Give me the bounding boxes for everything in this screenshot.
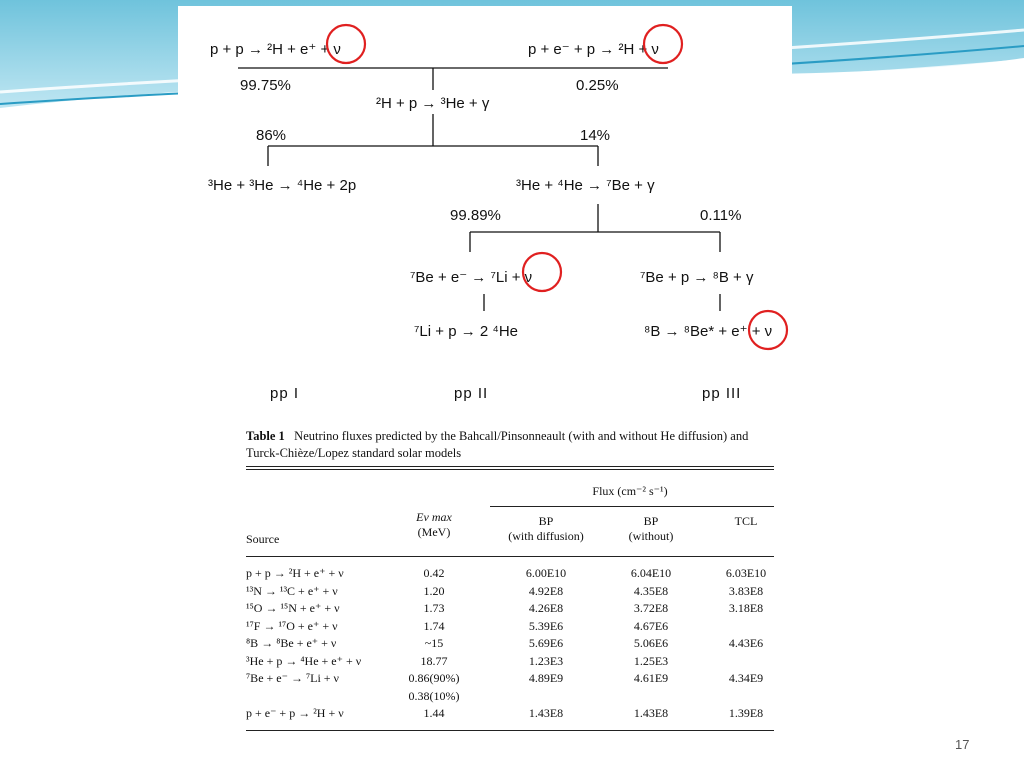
reaction-he3-he3: ³He + ³He → ⁴He + 2p <box>208 177 357 194</box>
reaction-deuterium-capture: ²H + p → ³He + γ <box>376 95 490 112</box>
flux-header: Flux (cm⁻² s⁻¹) <box>592 484 668 498</box>
table-row <box>246 584 776 601</box>
bp-diffusion-cell: 5.39E6 <box>528 618 564 633</box>
bp-without-cell: 6.04E10 <box>630 566 672 580</box>
bp-without-cell: 1.25E3 <box>633 653 669 668</box>
source-cell: p + e⁻ + p → ²H + ν <box>246 706 344 720</box>
neutrino-flux-table <box>240 426 780 738</box>
energy-cell: 18.77 <box>420 653 448 668</box>
table-row <box>246 566 776 583</box>
column-header-tcl: TCL <box>734 514 758 528</box>
tcl-cell: 3.83E8 <box>728 583 764 598</box>
reaction-pep: p + e⁻ + p → ²H + ν <box>528 41 659 58</box>
source-cell: ⁷Be + e⁻ → ⁷Li + ν <box>246 671 339 685</box>
energy-cell: 0.38(10%) <box>408 688 460 703</box>
energy-cell: 1.20 <box>423 583 445 598</box>
source-cell: ⁸B → ⁸Be + e⁺ + ν <box>246 636 337 650</box>
table-row <box>246 619 776 636</box>
column-header-energy-unit: (MeV) <box>417 525 451 539</box>
reaction-be7-proton: ⁷Be + p → ⁸B + γ <box>640 269 754 286</box>
reaction-li7-proton: ⁷Li + p → 2 ⁴He <box>414 323 519 340</box>
reaction-pp: p + p → ²H + e⁺ + ν <box>210 41 341 58</box>
table-top-rule <box>246 466 774 467</box>
branch-ratio-14: 14% <box>580 127 611 144</box>
source-cell: ¹⁷F → ¹⁷O + e⁺ + ν <box>246 618 338 633</box>
bp-without-cell: 4.61E9 <box>633 671 669 685</box>
column-header-bp1-label: BP <box>538 514 554 528</box>
chain-label-pp2: pp II <box>454 385 489 402</box>
pp-chain-diagram <box>178 6 792 426</box>
table-row <box>246 689 776 706</box>
reaction-be7-electron-capture: ⁷Be + e⁻ → ⁷Li + ν <box>410 269 533 286</box>
reaction-b8-decay: ⁸B → ⁸Be* + e⁺ + ν <box>644 323 773 340</box>
column-header-bp-diffusion <box>496 514 596 544</box>
energy-cell: 1.74 <box>423 618 445 633</box>
branch-ratio-86: 86% <box>256 127 287 144</box>
energy-cell: 1.44 <box>423 706 445 720</box>
bp-diffusion-cell: 1.43E8 <box>528 706 564 720</box>
table-top-rule-2 <box>246 469 774 470</box>
energy-cell: 1.73 <box>423 601 445 615</box>
table-caption <box>246 428 776 462</box>
bp-diffusion-cell: 5.69E6 <box>528 636 564 650</box>
column-header-bp2-label: BP <box>643 514 659 528</box>
branch-ratio-9989: 99.89% <box>450 207 501 224</box>
bp-without-cell: 3.72E8 <box>633 601 669 615</box>
source-cell: ¹⁵O → ¹⁵N + e⁺ + ν <box>246 601 340 615</box>
column-header-bp-without <box>606 514 696 544</box>
source-cell: p + p → ²H + e⁺ + ν <box>246 566 344 580</box>
reaction-he3-he4: ³He + ⁴He → ⁷Be + γ <box>516 177 655 194</box>
bp-diffusion-cell: 4.92E8 <box>528 583 564 598</box>
branch-ratio-pep: 0.25% <box>576 77 619 94</box>
bp-without-cell: 1.43E8 <box>633 706 669 720</box>
table-row <box>246 654 776 671</box>
chain-label-pp3: pp III <box>702 385 742 402</box>
column-header-energy <box>404 510 464 540</box>
energy-cell: 0.42 <box>423 566 445 580</box>
bp-without-cell: 5.06E6 <box>633 636 669 650</box>
table-caption-text: Neutrino fluxes predicted by the Bahcall/Pinsonneault (with and without He diffusion) and Turck-Chièze/Lopez standard solar models <box>246 429 749 460</box>
table-row <box>246 671 776 688</box>
table-header-rule <box>246 556 774 557</box>
tcl-cell: 1.39E8 <box>728 706 764 720</box>
table-row <box>246 636 776 653</box>
chain-label-pp1: pp I <box>270 385 300 402</box>
table-bottom-rule <box>246 730 774 731</box>
column-header-bp1-sub: (with diffusion) <box>508 529 584 543</box>
column-header-bp2-sub: (without) <box>628 529 674 543</box>
source-cell: ³He + p → ⁴He + e⁺ + ν <box>246 653 362 668</box>
energy-cell: ~15 <box>424 636 444 650</box>
source-cell: ¹³N → ¹³C + e⁺ + ν <box>246 583 338 598</box>
table-row <box>246 706 776 723</box>
branch-ratio-pp: 99.75% <box>240 77 291 94</box>
bp-diffusion-cell: 1.23E3 <box>528 653 564 668</box>
tcl-cell: 4.34E9 <box>728 671 764 685</box>
table-label: Table 1 <box>246 429 285 443</box>
tcl-cell: 3.18E8 <box>728 601 764 615</box>
table-row <box>246 601 776 618</box>
column-header-energy-symbol: Eν max <box>416 510 452 524</box>
tcl-cell: 6.03E10 <box>725 566 767 580</box>
bp-diffusion-cell: 4.89E9 <box>528 671 564 685</box>
branch-ratio-011: 0.11% <box>700 207 742 224</box>
energy-cell: 0.86(90%) <box>408 671 460 685</box>
tcl-cell: 4.43E6 <box>728 636 764 650</box>
bp-without-cell: 4.67E6 <box>633 618 669 633</box>
slide-page-number: 17 <box>955 737 970 752</box>
bp-without-cell: 4.35E8 <box>633 583 669 598</box>
flux-header-rule <box>490 506 774 507</box>
column-header-source: Source <box>246 532 280 546</box>
bp-diffusion-cell: 4.26E8 <box>528 601 564 615</box>
bp-diffusion-cell: 6.00E10 <box>525 566 567 580</box>
